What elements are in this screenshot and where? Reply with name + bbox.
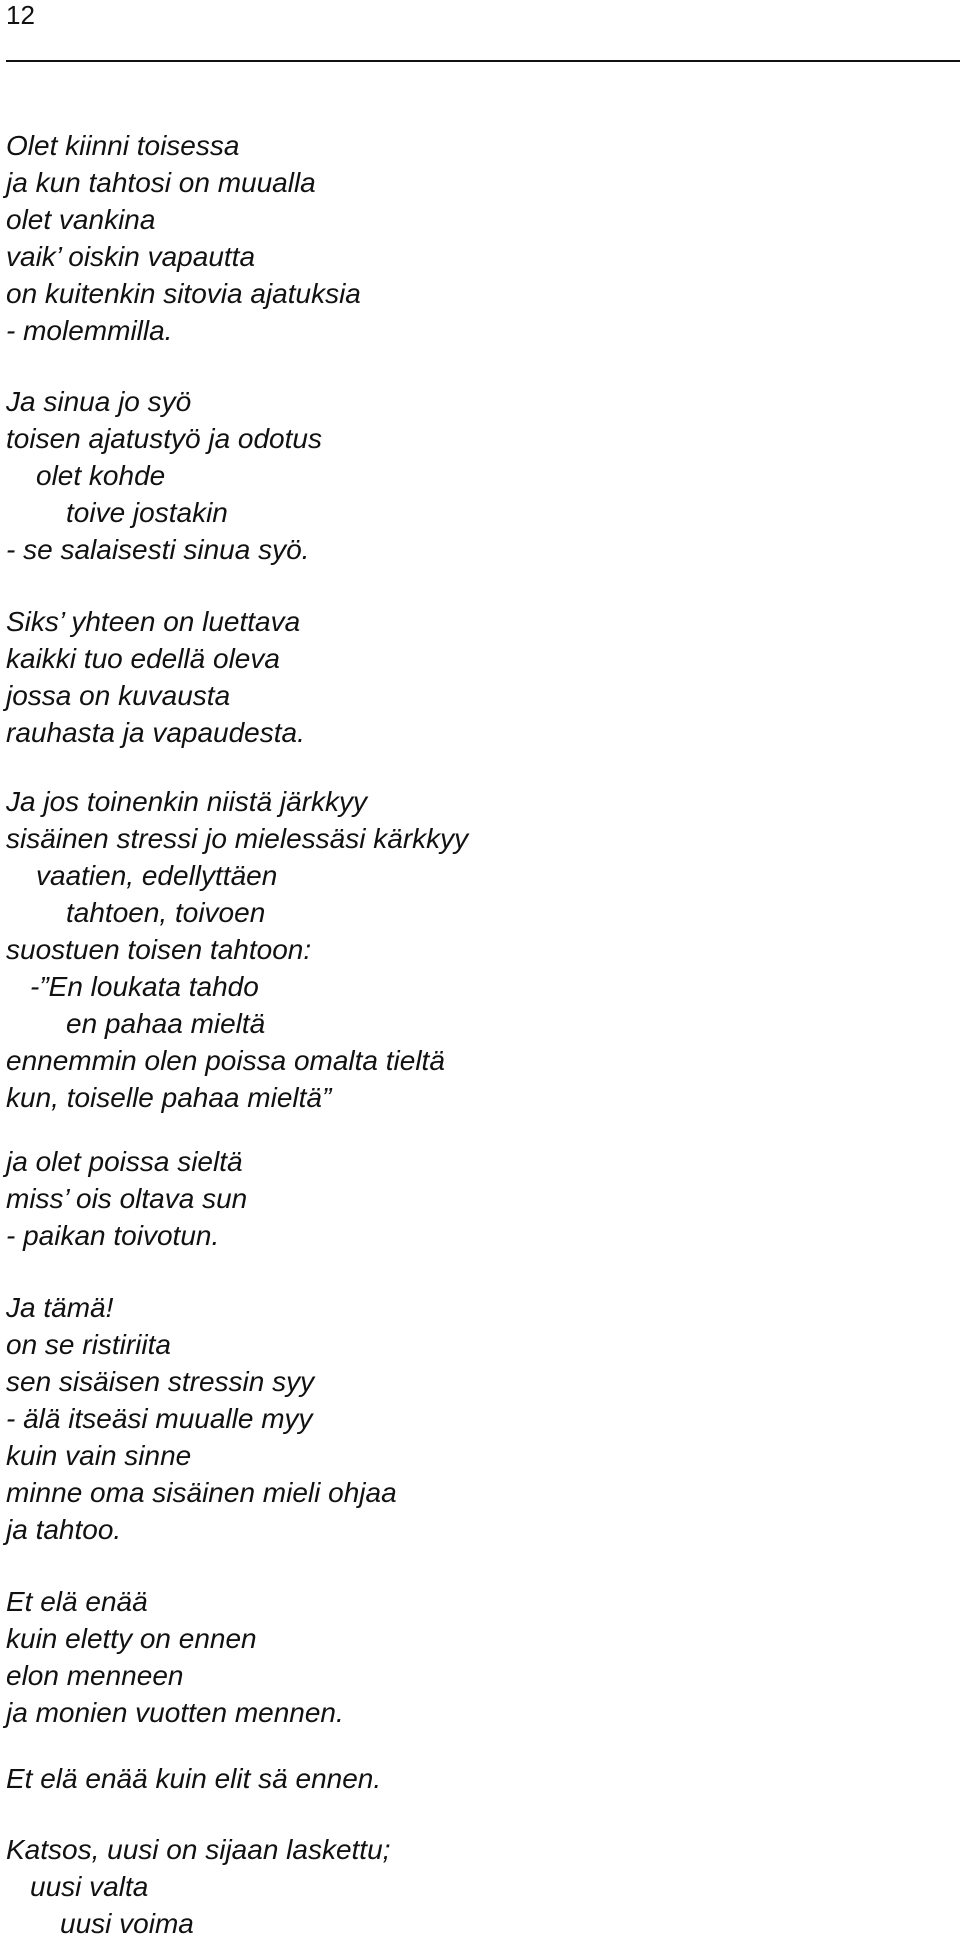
poem-line: ennemmin olen poissa omalta tieltä: [6, 1045, 445, 1076]
poem-line: uusi voima: [60, 1908, 194, 1939]
poem-line: Et elä enää kuin elit sä ennen.: [6, 1763, 382, 1794]
poem-line: kun, toiselle pahaa mieltä”: [6, 1082, 332, 1113]
poem-line: vaik’ oiskin vapautta: [6, 241, 256, 272]
poem-line: ja tahtoo.: [6, 1514, 122, 1545]
poem-line: ja monien vuotten mennen.: [6, 1697, 344, 1728]
header-rule: [6, 60, 960, 62]
poem-line: kuin vain sinne: [6, 1440, 192, 1471]
poem-line: miss’ ois oltava sun: [6, 1183, 248, 1214]
poem-line: kaikki tuo edellä oleva: [6, 643, 280, 674]
poem-line: en pahaa mieltä: [66, 1008, 266, 1039]
poem-line: - paikan toivotun.: [6, 1220, 220, 1251]
poem-line: on se ristiriita: [6, 1329, 171, 1360]
poem-line: toive jostakin: [66, 497, 228, 528]
poem-line: Ja jos toinenkin niistä järkkyy: [6, 786, 368, 817]
poem-line: Ja sinua jo syö: [6, 386, 192, 417]
poem-line: -”En loukata tahdo: [30, 971, 259, 1002]
poem-line: toisen ajatustyö ja odotus: [6, 423, 322, 454]
poem-line: - se salaisesti sinua syö.: [6, 534, 310, 565]
poem-line: olet kohde: [36, 460, 166, 491]
poem-line: suostuen toisen tahtoon:: [6, 934, 312, 965]
poem-line: kuin eletty on ennen: [6, 1623, 257, 1654]
page-number: 12: [6, 0, 35, 30]
poem-line: uusi valta: [30, 1871, 149, 1902]
poem-line: on kuitenkin sitovia ajatuksia: [6, 278, 361, 309]
poem-line: jossa on kuvausta: [6, 680, 231, 711]
poem-line: - molemmilla.: [6, 315, 173, 346]
poem-line: vaatien, edellyttäen: [36, 860, 278, 891]
poem-line: Siks’ yhteen on luettava: [6, 606, 301, 637]
poem-line: Ja tämä!: [6, 1292, 114, 1323]
poem-line: rauhasta ja vapaudesta.: [6, 717, 305, 748]
poem-line: Olet kiinni toisessa: [6, 130, 240, 161]
poem-line: ja olet poissa sieltä: [6, 1146, 243, 1177]
poem-line: ja kun tahtosi on muualla: [6, 167, 316, 198]
poem-line: sisäinen stressi jo mielessäsi kärkkyy: [6, 823, 469, 854]
poem-line: - älä itseäsi muualle myy: [6, 1403, 313, 1434]
poem-line: Katsos, uusi on sijaan laskettu;: [6, 1834, 391, 1865]
poem-line: sen sisäisen stressin syy: [6, 1366, 315, 1397]
poem-line: elon menneen: [6, 1660, 184, 1691]
poem-line: olet vankina: [6, 204, 156, 235]
poem-line: minne oma sisäinen mieli ohjaa: [6, 1477, 397, 1508]
poem-line: Et elä enää: [6, 1586, 148, 1617]
poem-line: tahtoen, toivoen: [66, 897, 266, 928]
